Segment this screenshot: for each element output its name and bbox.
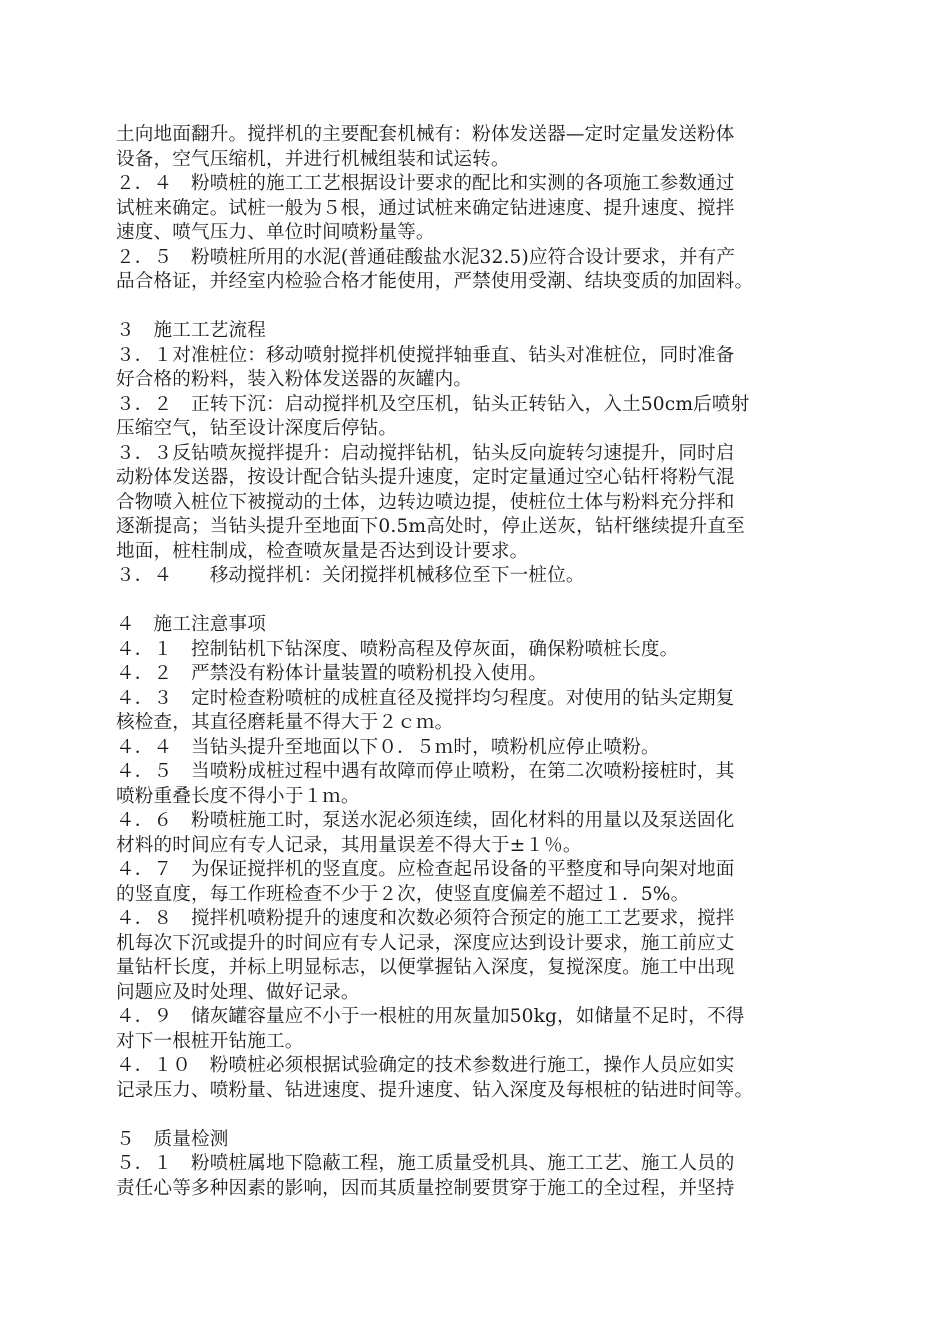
text-line: 喷粉重叠长度不得小于１ｍ。 — [116, 785, 360, 807]
text-line: 压缩空气，钻至设计深度后停钻。 — [116, 418, 398, 439]
text-line: ４．５ 当喷粉成桩过程中遇有故障而停止喷粉，在第二次喷粉接桩时，其 — [116, 761, 735, 782]
text-line: ４．４ 当钻头提升至地面以下０．５ｍ时，喷粉机应停止喷粉。 — [116, 736, 660, 758]
text-line: 速度、喷气压力、单位时间喷粉量等。 — [116, 222, 435, 243]
text-line: 逐渐提高；当钻头提升至地面下0.5m高处时，停止送灰，钻杆继续提升直至 — [116, 516, 745, 537]
text-line: 对下一根桩开钻施工。 — [116, 1030, 304, 1052]
text-line: 土向地面翻升。搅拌机的主要配套机械有：粉体发送器—定时定量发送粉体 — [116, 124, 735, 145]
text-line: 记录压力、喷粉量、钻进速度、提升速度、钻入深度及每根桩的钻进时间等。 — [116, 1079, 754, 1101]
text-line: 好合格的粉料，装入粉体发送器的灰罐内。 — [116, 369, 473, 390]
text-line: 问题应及时处理、做好记录。 — [116, 981, 360, 1003]
text-line: ４．９ 储灰罐容量应不小于一根桩的用灰量加50kg，如储量不足时，不得 — [116, 1006, 745, 1027]
text-line: ４ 施工注意事项 — [116, 614, 266, 635]
text-line: 核检查，其直径磨耗量不得大于２ｃｍ。 — [116, 712, 454, 733]
text-line: ３．３反钻喷灰搅拌提升：启动搅拌钻机，钻头反向旋转匀速提升，同时启 — [116, 442, 735, 464]
text-line: 试桩来确定。试桩一般为５根，通过试桩来确定钻进速度、提升速度、搅拌 — [116, 197, 735, 219]
text-line: ５．１ 粉喷桩属地下隐蔽工程，施工质量受机具、施工工艺、施工人员的 — [116, 1153, 735, 1174]
text-line: ３．４ 移动搅拌机：关闭搅拌机械移位至下一桩位。 — [116, 565, 585, 586]
text-line: 设备，空气压缩机，并进行机械组装和试运转。 — [116, 148, 510, 170]
text-line: ４．１０ 粉喷桩必须根据试验确定的技术参数进行施工，操作人员应如实 — [116, 1055, 735, 1076]
text-line: 品合格证，并经室内检验合格才能使用，严禁使用受潮、结块变质的加固料。 — [116, 271, 754, 292]
text-line: ４．７ 为保证搅拌机的竖直度。应检查起吊设备的平整度和导向架对地面 — [116, 859, 735, 880]
text-line: ２．４ 粉喷桩的施工工艺根据设计要求的配比和实测的各项施工参数通过 — [116, 173, 735, 194]
text-line: 合物喷入桩位下被搅动的土体，边转边喷边提，使桩位土体与粉料充分拌和 — [116, 491, 735, 513]
text-line: ４．２ 严禁没有粉体计量装置的喷粉机投入使用。 — [116, 663, 548, 684]
text-line: ３．１对准桩位：移动喷射搅拌机使搅拌轴垂直、钻头对准桩位，同时准备 — [116, 344, 735, 366]
text-line: ３ 施工工艺流程 — [116, 320, 266, 341]
paragraph-gap — [116, 1103, 876, 1128]
text-line: ５ 质量检测 — [116, 1128, 229, 1150]
text-line: 机每次下沉或提升的时间应有专人记录，深度应达到设计要求，施工前应丈 — [116, 932, 735, 954]
text-line: ３．２ 正转下沉：启动搅拌机及空压机，钻头正转钻入，入土50cm后喷射 — [116, 393, 750, 415]
text-line: 动粉体发送器，按设计配合钻头提升速度，定时定量通过空心钻杆将粉气混 — [116, 467, 735, 488]
text-line: 责任心等多种因素的影响，因而其质量控制要贯穿于施工的全过程，并坚持 — [116, 1177, 735, 1199]
text-line: ４．８ 搅拌机喷粉提升的速度和次数必须符合预定的施工工艺要求，搅拌 — [116, 908, 735, 929]
paragraph-gap — [116, 295, 876, 320]
text-line: 地面，桩柱制成，检查喷灰量是否达到设计要求。 — [116, 540, 529, 562]
text-line: ４．１ 控制钻机下钻深度、喷粉高程及停灰面，确保粉喷桩长度。 — [116, 638, 679, 660]
text-line: ４．３ 定时检查粉喷桩的成桩直径及搅拌均匀程度。对使用的钻头定期复 — [116, 687, 735, 709]
paragraph-gap — [116, 589, 876, 614]
text-line: ２．５ 粉喷桩所用的水泥(普通硅酸盐水泥32.5)应符合设计要求，并有产 — [116, 246, 736, 268]
document-body — [116, 123, 876, 1201]
text-line: 材料的时间应有专人记录，其用量误差不得大于±１％。 — [116, 834, 582, 856]
text-line: 的竖直度，每工作班检查不少于２次，使竖直度偏差不超过１．5%。 — [116, 883, 690, 905]
text-line: ４．６ 粉喷桩施工时，泵送水泥必须连续，固化材料的用量以及泵送固化 — [116, 810, 735, 831]
text-line: 量钻杆长度，并标上明显标志，以便掌握钻入深度，复搅深度。施工中出现 — [116, 957, 735, 978]
